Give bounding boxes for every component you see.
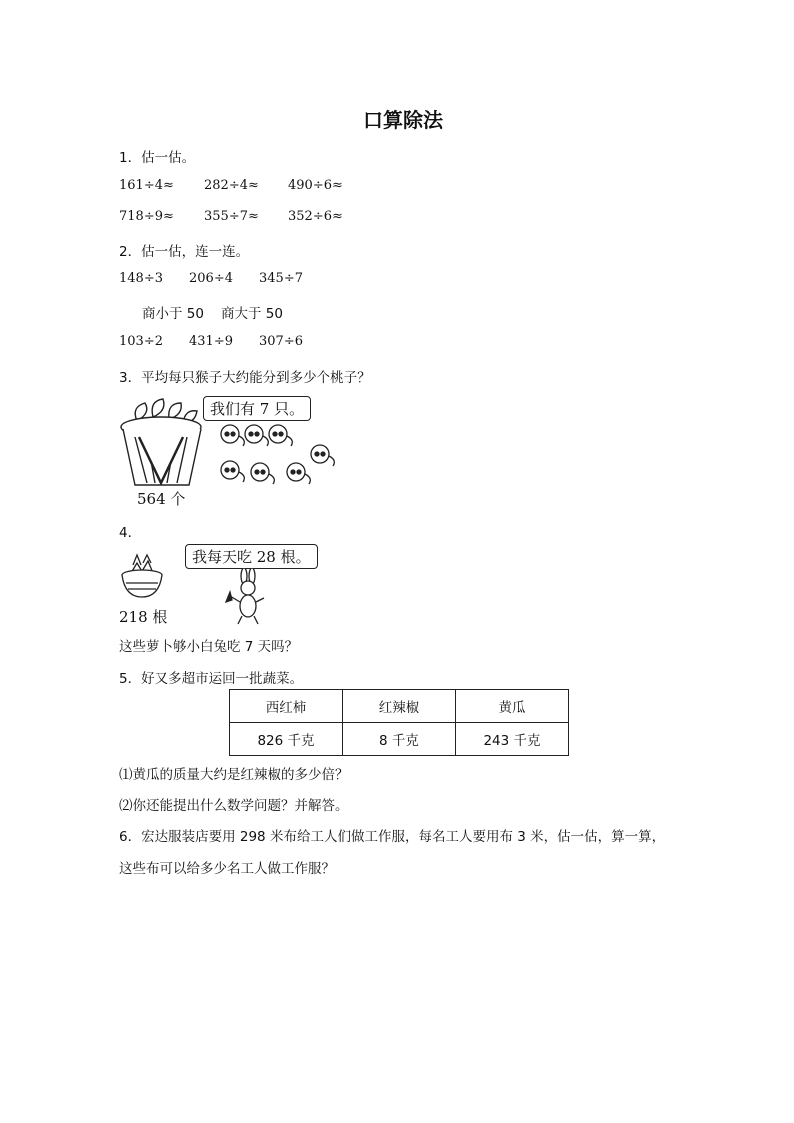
q1-expr: 282÷4≈ [204,178,259,193]
q6-line-2: 这些布可以给多少名工人做工作服？ [119,861,335,877]
table-header-cell: 黄瓜 [456,690,569,723]
table-header-cell: 西红柿 [230,690,343,723]
q1-expr: 718÷9≈ [119,209,174,224]
table-cell: 243 千克 [456,723,569,756]
monkeys-illustration [210,418,345,498]
q6-line-1: 6．宏达服装店要用 298 米布给工人们做工作服，每名工人要用布 3 米，估一估，算一算， [119,829,666,845]
q2-category: 商小于 50 [142,306,204,322]
vegetable-table [229,689,569,756]
peach-basket-illustration [117,393,207,493]
table-cell: 826 千克 [230,723,343,756]
table-header-row [230,690,569,723]
q1-expr: 490÷6≈ [288,178,343,193]
q4-speech-bubble: 我每天吃 28 根。 [185,544,318,569]
carrot-basket-illustration [117,553,167,601]
q3-heading: 3．平均每只猴子大约能分到多少个桃子？ [119,370,371,386]
table-row [230,723,569,756]
q5-subquestion-1: ⑴黄瓜的质量大约是红辣椒的多少倍？ [119,767,349,783]
q1-expr: 355÷7≈ [204,209,259,224]
q2-bottom-expr: 103÷2 [119,334,163,349]
q2-heading: 2．估一估，连一连。 [119,244,250,260]
q2-top-expr: 148÷3 [119,271,163,286]
q2-top-expr: 206÷4 [189,271,233,286]
rabbit-illustration [222,568,272,626]
q2-bottom-expr: 431÷9 [189,334,233,349]
page-title: 口算除法 [363,108,443,132]
q1-expr: 352÷6≈ [288,209,343,224]
q1-heading: 1．估一估。 [119,150,196,166]
q3-caption: 564 个 [137,490,186,508]
q4-caption: 218 根 [119,608,168,626]
q4-question: 这些萝卜够小白兔吃 7 天吗？ [119,639,299,655]
q3-speech-bubble: 我们有 7 只。 [203,396,311,421]
q5-subquestion-2: ⑵你还能提出什么数学问题？并解答。 [119,798,349,814]
q2-category: 商大于 50 [221,306,283,322]
table-header-cell: 红辣椒 [343,690,456,723]
q2-bottom-expr: 307÷6 [259,334,303,349]
q1-expr: 161÷4≈ [119,178,174,193]
q4-heading: 4． [119,525,142,541]
q2-top-expr: 345÷7 [259,271,303,286]
q5-heading: 5．好又多超市运回一批蔬菜。 [119,671,304,687]
table-cell: 8 千克 [343,723,456,756]
